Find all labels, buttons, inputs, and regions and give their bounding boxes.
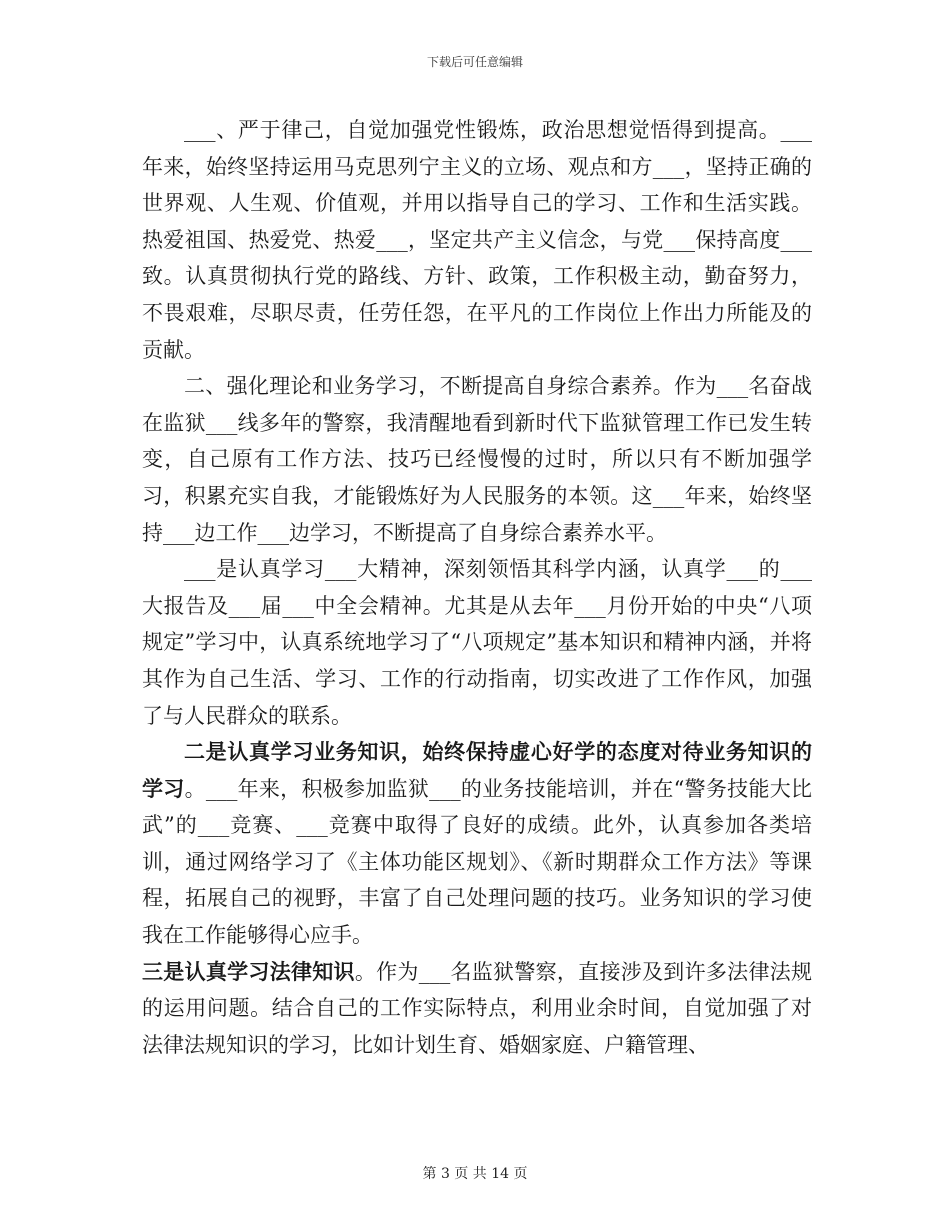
paragraph-5: [142, 954, 812, 1064]
paragraph-1-text: ___、严于律己，自觉加强党性锻炼，政治思想觉悟得到提高。___年来，始终坚持运用马克思列宁主义的立场、观点和方___，坚持正确的世界观、人生观、价值观，并用以指导自己的学习、工作和生活实践。热爱祖国、热爱党、热爱___，坚定共产主义信念，与党___保持高度___致。认真贯彻执行党的路线、方针、政策，工作积极主动，勤奋努力，不畏艰难，尽职尽责，任劳任怨，在平凡的工作岗位上作出力所能及的贡献。: [142, 118, 812, 362]
paragraph-1: [142, 112, 812, 368]
page-header-note: 下载后可任意编辑: [426, 55, 523, 69]
paragraph-4: [142, 734, 812, 954]
page-number: 第 3 页 共 14 页: [422, 1166, 528, 1182]
paragraph-4-text: 。___年来，积极参加监狱___的业务技能培训，并在“警务技能大比武”的___竞赛、___竞赛中取得了良好的成绩。此外，认真参加各类培训，通过网络学习了《主体功能区规划》、《新时期群众工作方法》等课程，拓展自己的视野，丰富了自己处理问题的技巧。业务知识的学习使我在工作能够得心应手。: [142, 776, 813, 948]
paragraph-3-text: ___是认真学习___大精神，深刻领悟其科学内涵，认真学___的___大报告及___届___中全会精神。尤其是从去年___月份开始的中央“八项规定”学习中，认真系统地学习了“八项规定”基本知识和精神内涵，并将其作为自己生活、学习、工作的行动指南，切实改进了工作作风，加强了与人民群众的联系。: [142, 557, 812, 728]
paragraph-3: [142, 551, 812, 734]
document-body: [142, 112, 812, 1063]
paragraph-2-text: 二、强化理论和业务学习，不断提高自身综合素养。作为___名奋战在监狱___线多年的警察，我清醒地看到新时代下监狱管理工作已发生转变，自己原有工作方法、技巧已经慢慢的过时，所以只有不断加强学习，积累充实自我，才能锻炼好为人民服务的本领。这___年来，始终坚持___边工作___边学习，不断提高了自身综合素养水平。: [142, 374, 812, 545]
paragraph-4-bold-lead: 二是认真学习业务知识，始终保持虚心好学的态度对待业务知识的学习: [142, 739, 812, 801]
paragraph-5-bold-lead: 三是认真学习法律知识: [142, 958, 355, 984]
paragraph-5-text: 。作为___名监狱警察，直接涉及到许多法律法规的运用问题。结合自己的工作实际特点，利用业余时间，自觉加强了对法律法规知识的学习，比如计划生育、婚姻家庭、户籍管理、: [142, 959, 813, 1057]
paragraph-2: [142, 368, 812, 551]
